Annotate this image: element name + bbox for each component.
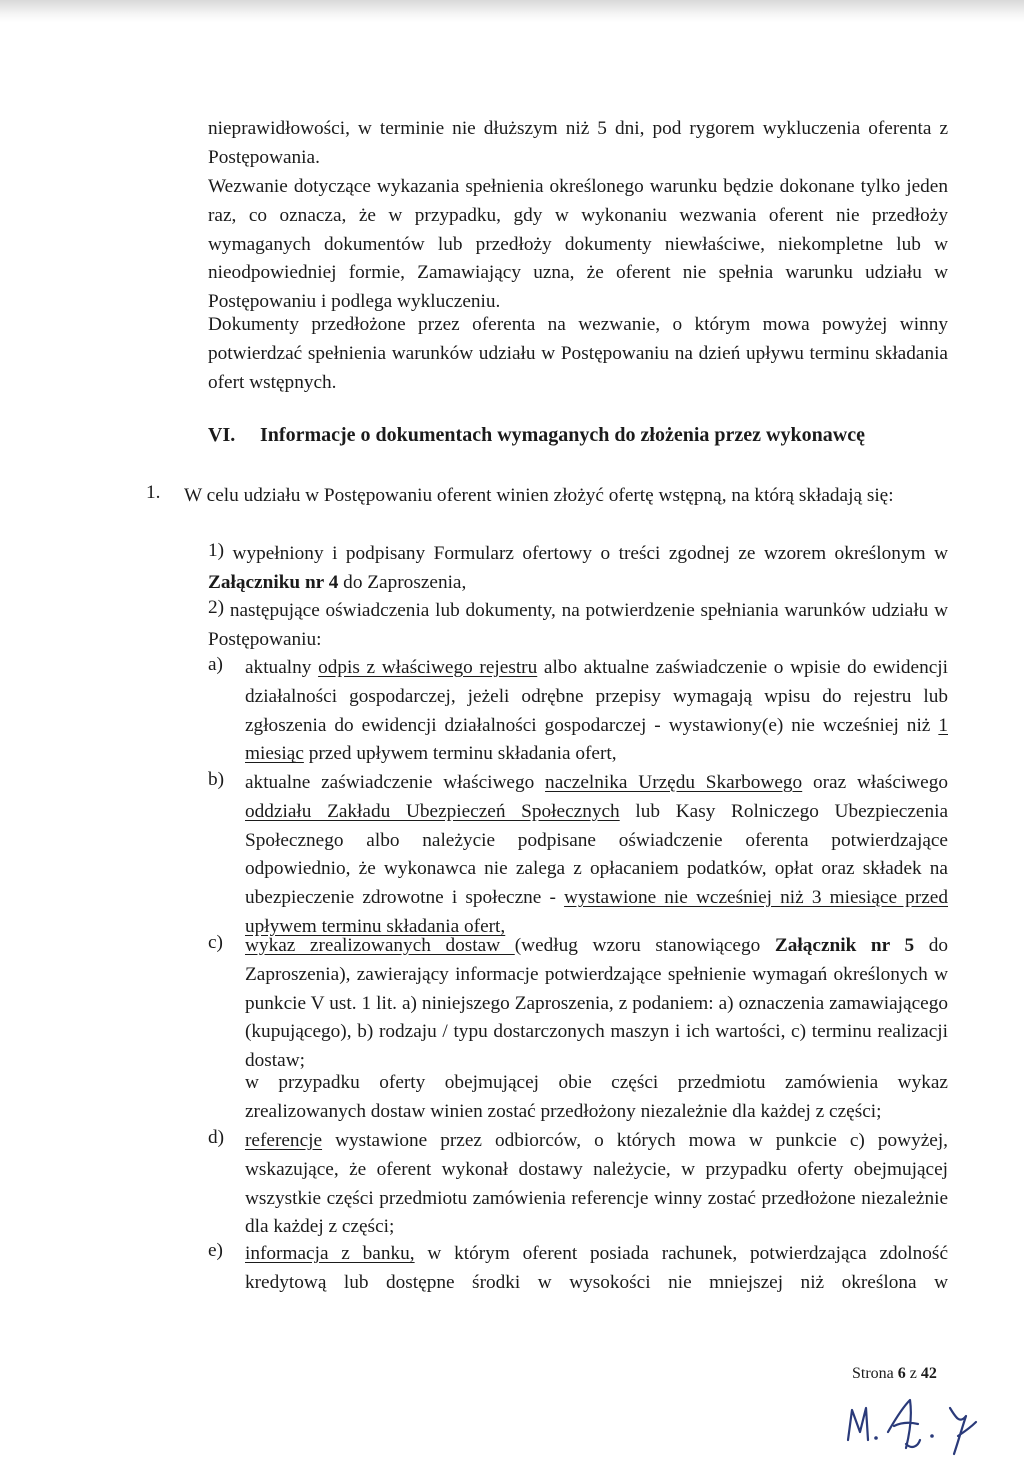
sub-1-bold: Załączniku nr 4 — [208, 571, 339, 593]
letter-e-text — [245, 1240, 948, 1298]
sub-1-marker: 1) — [208, 540, 225, 561]
sub-2-text: następujące oświadczenia lub dokumenty, na potwierdzenie spełniania warunków udziału w Postępowaniu: — [208, 600, 948, 650]
item-1-text: W celu udziału w Postępowaniu oferent winien złożyć ofertę wstępną, na którą składają się: — [184, 485, 894, 506]
letter-b-t3: lub Kasy Rolniczego Ubezpieczenia Społecznego albo należycie podpisane oświadczenie oferenta potwierdzające odpowiednio, że wykonawca nie zalega z opłacaniem podatków, opłat oraz składek na ubezpieczenie zdrowotne i społeczne - — [245, 800, 948, 909]
letter-b-t2: oraz właściwego — [802, 772, 948, 793]
letter-a-underline-1: odpis z właściwego rejestru — [318, 657, 538, 678]
letter-c-text — [245, 932, 948, 1076]
letter-a-t1: aktualny — [245, 657, 319, 678]
page-current: 6 — [897, 1365, 906, 1382]
sub-2-marker: 2) — [208, 597, 225, 618]
letter-d-underline-1: referencje — [245, 1130, 323, 1151]
letter-a-underline-2: 1 miesiąc — [245, 714, 948, 765]
intro-paragraph-1: nieprawidłowości, w terminie nie dłuższym niż 5 dni, pod rygorem wykluczenia oferenta z Postępowania. — [208, 118, 948, 168]
intro-paragraph-3: Dokumenty przedłożone przez oferenta na wezwanie, o którym mowa powyżej winny potwierdzać spełnienia warunków udziału w Postępowaniu na dzień upływu terminu składania ofert wstępnych. — [208, 314, 948, 393]
sub-1-paragraph — [208, 540, 948, 598]
letter-c-t2: do Zaproszenia), zawierający informacje potwierdzające spełnienie wymagań określonych w punkcie V ust. 1 lit. a) niniejszego Zaproszenia, z podaniem: a) oznaczenia zamawiającego (kupującego), b) rodzaju / typu dostarczonych maszyn i ich wartości, c) terminu realizacji dostaw; — [245, 935, 948, 1072]
sub-1-text-b: do Zaproszenia, — [338, 571, 467, 593]
letter-c-t1: (według wzoru stanowiącego — [514, 935, 775, 956]
letter-b-marker: b) — [208, 769, 225, 790]
handwritten-initials — [840, 1388, 990, 1458]
sub-1-text-a: wypełniony i podpisany Formularz ofertowy o treści zgodnej ze wzorem określonym w — [232, 543, 948, 564]
letter-b-underline-1: naczelnika Urzędu Skarbowego — [545, 772, 803, 793]
page-total: 42 — [920, 1365, 937, 1382]
letter-c-underline-1: wykaz zrealizowanych dostaw — [245, 935, 515, 956]
section-heading — [208, 424, 865, 447]
letter-c-bold: Załącznik nr 5 — [774, 935, 915, 956]
section-number: VI. — [208, 424, 236, 446]
letter-a-t2: albo aktualne zaświadczenie o wpisie do ewidencji działalności gospodarczej, jeżeli odrębne przepisy wymagają wpisu do rejestru lub zgłoszenia do ewidencji działalności gospodarczej - wystawiony(e) nie wcześniej niż — [245, 657, 948, 736]
sub-2-paragraph — [208, 597, 948, 655]
page-label: Strona — [852, 1365, 898, 1382]
letter-b-underline-2: oddziału Zakładu Ubezpieczeń Społecznych — [245, 800, 620, 822]
letter-e-marker: e) — [208, 1240, 223, 1261]
letter-d-text — [245, 1127, 948, 1242]
letter-d-t1: wystawione przez odbiorców, o których mowa w punkcie c) powyżej, wskazujące, że oferent wykonał dostawy należycie, w przypadku oferty obejmującej wszystkie części przedmiotu zamówienia referencje winny zostać przedłożone niezależnie dla każdej z części; — [245, 1130, 948, 1238]
letter-b-t1: aktualne zaświadczenie właściwego — [245, 772, 546, 793]
page-of: z — [905, 1365, 921, 1382]
section-title: Informacje o dokumentach wymaganych do złożenia przez wykonawcę — [260, 424, 865, 446]
letter-c-marker: c) — [208, 932, 223, 953]
letter-d-marker: d) — [208, 1127, 225, 1148]
letter-a-text — [245, 654, 948, 769]
letter-e-underline-1: informacja z banku, — [245, 1243, 415, 1264]
letter-b-text — [245, 769, 948, 942]
letter-c-continuation: w przypadku oferty obejmującej obie części przedmiotu zamówienia wykaz zrealizowanych dostaw winien zostać przedłożony niezależnie dla każdej z części; — [245, 1072, 948, 1122]
letter-a-t3: przed upływem terminu składania ofert, — [303, 743, 617, 765]
letter-a-marker: a) — [208, 654, 223, 675]
intro-paragraph-2: Wezwanie dotyczące wykazania spełnienia określonego warunku będzie dokonane tylko jeden raz, co oznacza, że w przypadku, gdy w wykonaniu wezwania oferent nie przedłoży wymaganych dokumentów lub przedłoży dokumenty niewłaściwe, niekompletne lub w nieodpowiedniej formie, Zamawiający uzna, że oferent nie spełnia warunku udziału w Postępowaniu i podlega wykluczeniu. — [208, 176, 948, 313]
letter-e-t1: w którym oferent posiada rachunek, potwierdzająca zdolność kredytową lub dostępne środki w wysokości nie mniejszej niż określona w — [245, 1243, 948, 1293]
item-1-marker: 1. — [146, 482, 161, 503]
letter-b-underline-3: wystawione nie wcześniej niż 3 miesiące przed upływem terminu składania ofert, — [245, 887, 948, 937]
page-number — [852, 1365, 937, 1383]
